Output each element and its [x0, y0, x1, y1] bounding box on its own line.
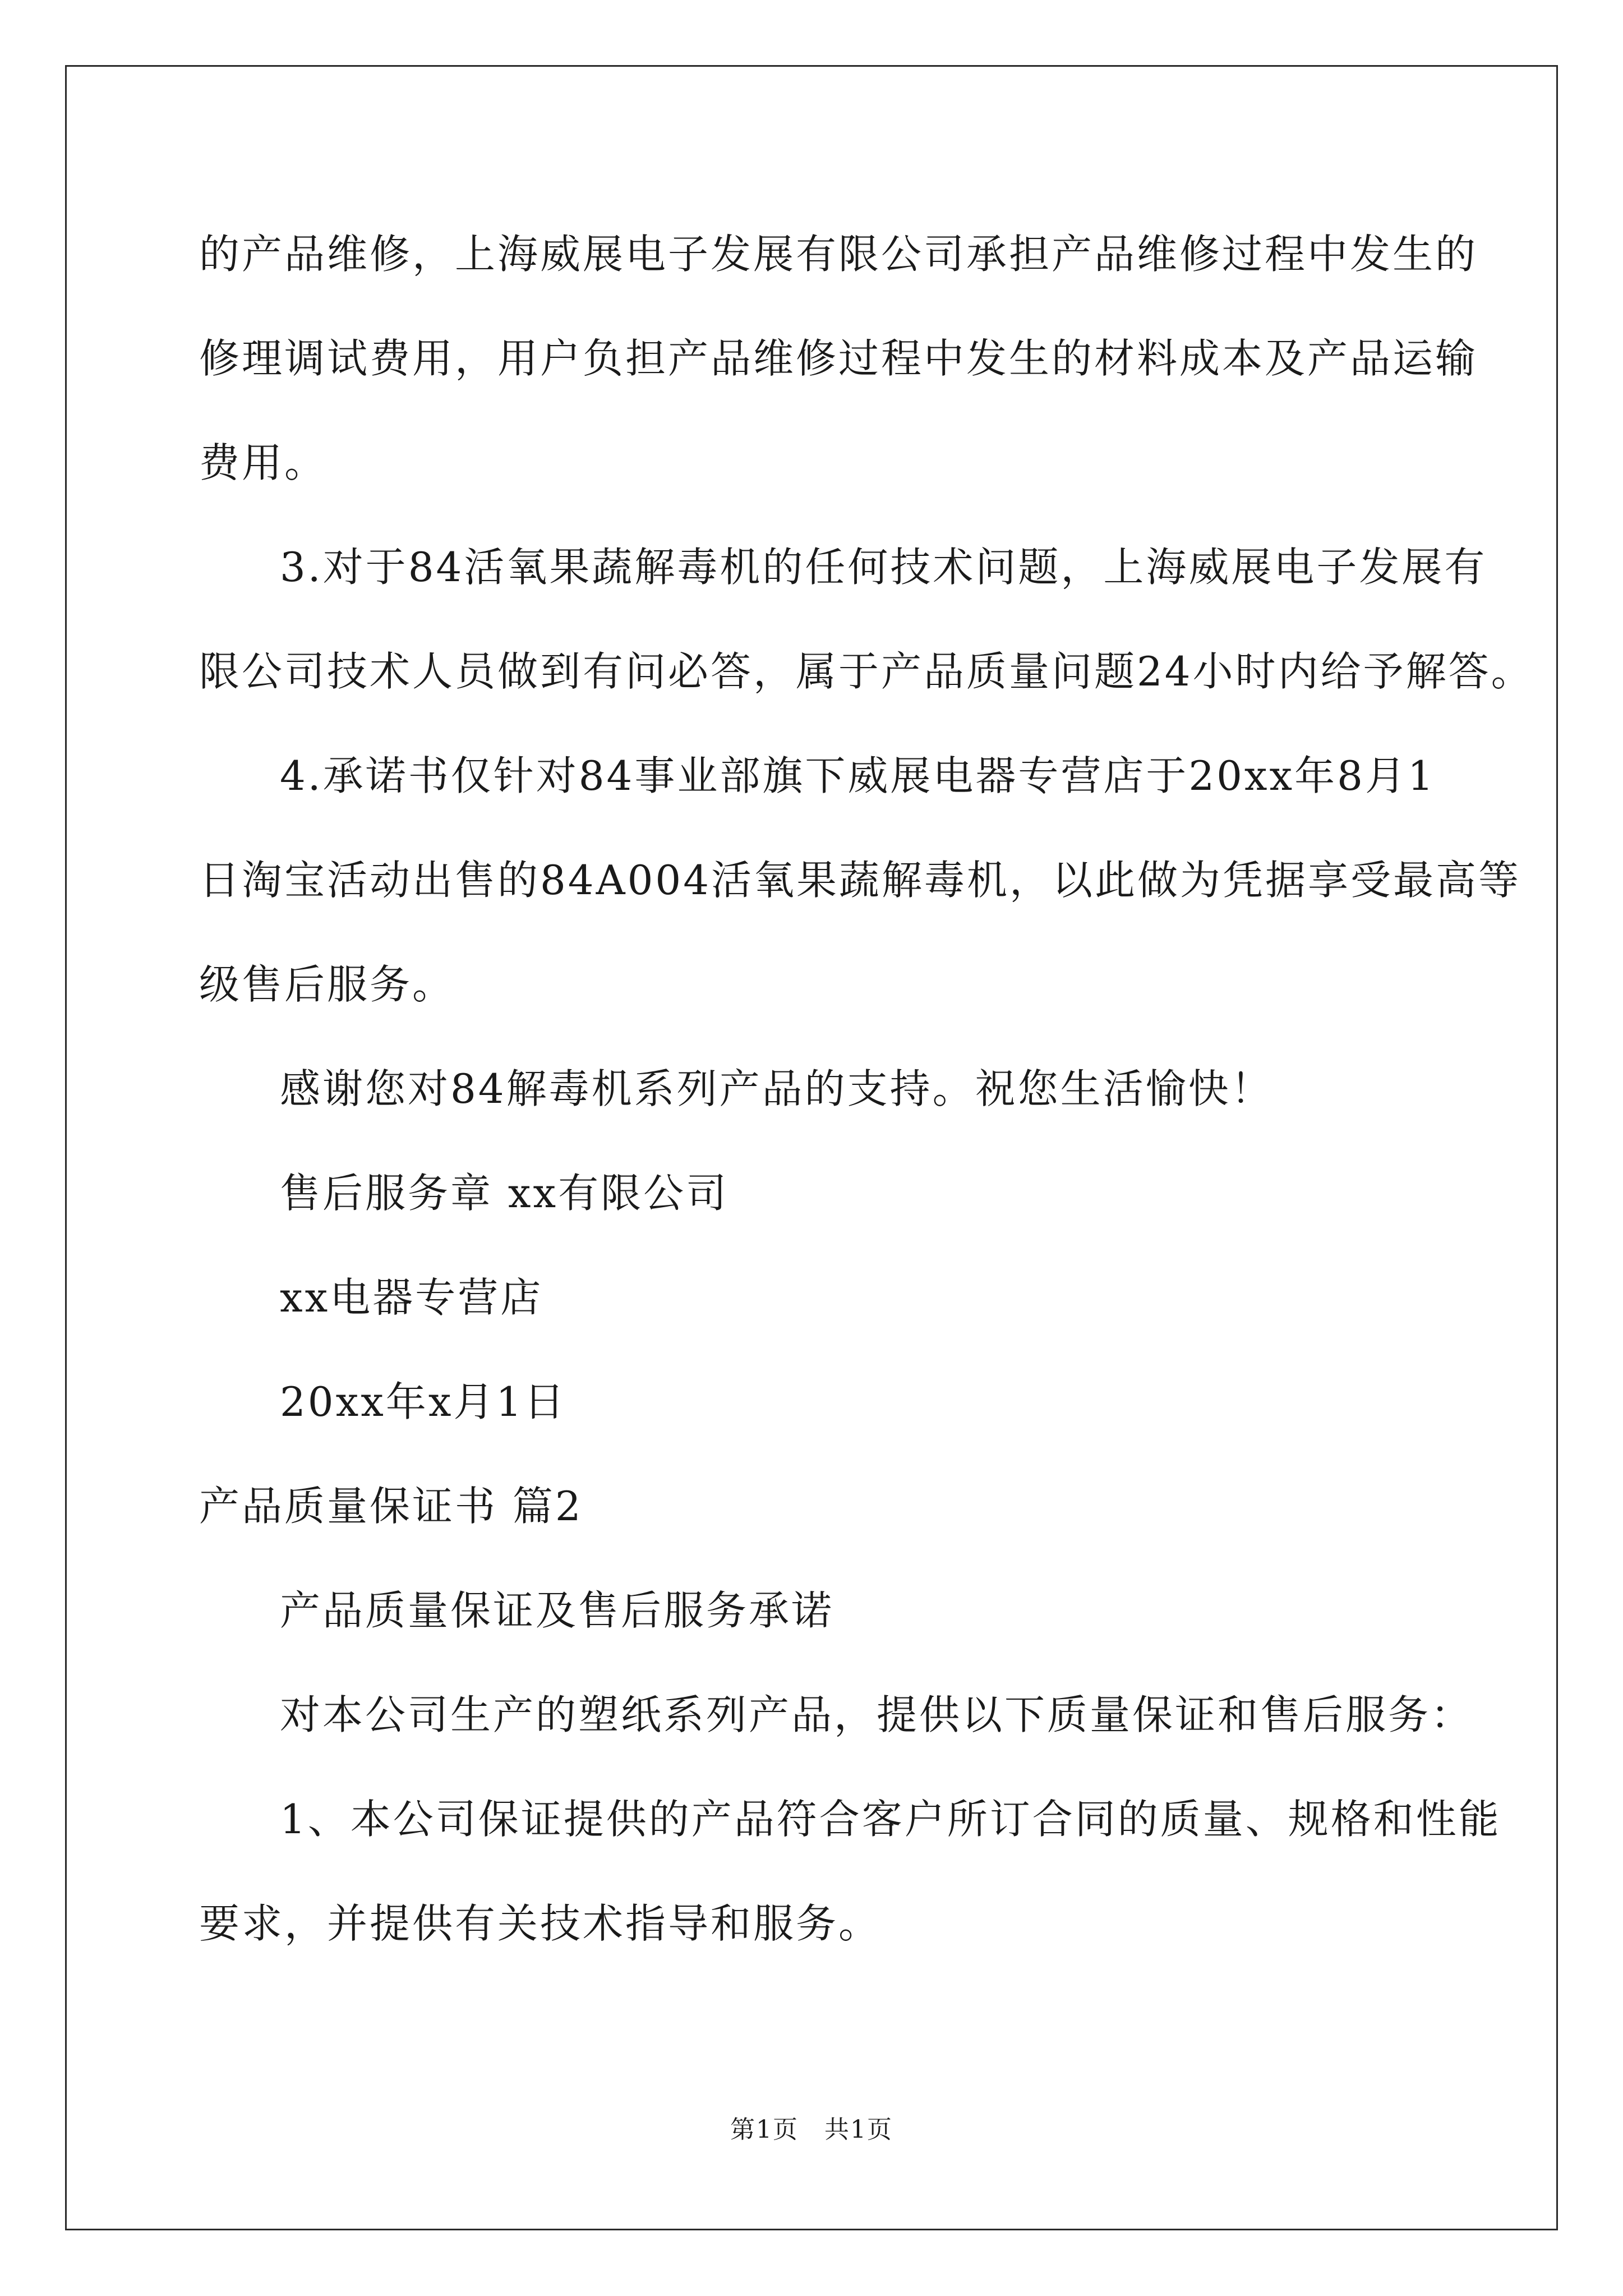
text-line-12: 20xx年x月1日 [280, 1378, 567, 1425]
text-line-11: xx电器专营店 [280, 1274, 543, 1321]
text-line-8: 级售后服务。 [199, 961, 455, 1008]
text-line-14: 产品质量保证及售后服务承诺 [280, 1587, 834, 1634]
text-line-7: 日淘宝活动出售的84A004活氧果蔬解毒机，以此做为凭据享受最高等 [199, 857, 1521, 904]
section-heading: 产品质量保证书 篇2 [199, 1483, 583, 1530]
text-line-10: 售后服务章 xx有限公司 [280, 1170, 729, 1217]
text-line-5: 限公司技术人员做到有问必答，属于产品质量问题24小时内给予解答。 [199, 648, 1534, 695]
text-line-9: 感谢您对84解毒机系列产品的支持。祝您生活愉快！ [280, 1065, 1274, 1112]
text-line-17: 要求，并提供有关技术指导和服务。 [199, 1900, 882, 1947]
text-line-6: 4.承诺书仅针对84事业部旗下威展电器专营店于20xx年8月1 [280, 752, 1436, 799]
text-line-15: 对本公司生产的塑纸系列产品，提供以下质量保证和售后服务： [280, 1691, 1474, 1738]
text-line-2: 修理调试费用，用户负担产品维修过程中发生的材料成本及产品运输 [199, 335, 1478, 382]
text-line-16: 1、本公司保证提供的产品符合客户所订合同的质量、规格和性能 [280, 1796, 1501, 1843]
document-body [199, 202, 1534, 1976]
text-line-1: 的产品维修，上海威展电子发展有限公司承担产品维修过程中发生的 [199, 231, 1478, 278]
text-line-3: 费用。 [199, 439, 328, 486]
page-footer: 第1页 共1页 [730, 2115, 893, 2144]
text-line-4: 3.对于84活氧果蔬解毒机的任何技术问题，上海威展电子发展有 [280, 544, 1487, 591]
